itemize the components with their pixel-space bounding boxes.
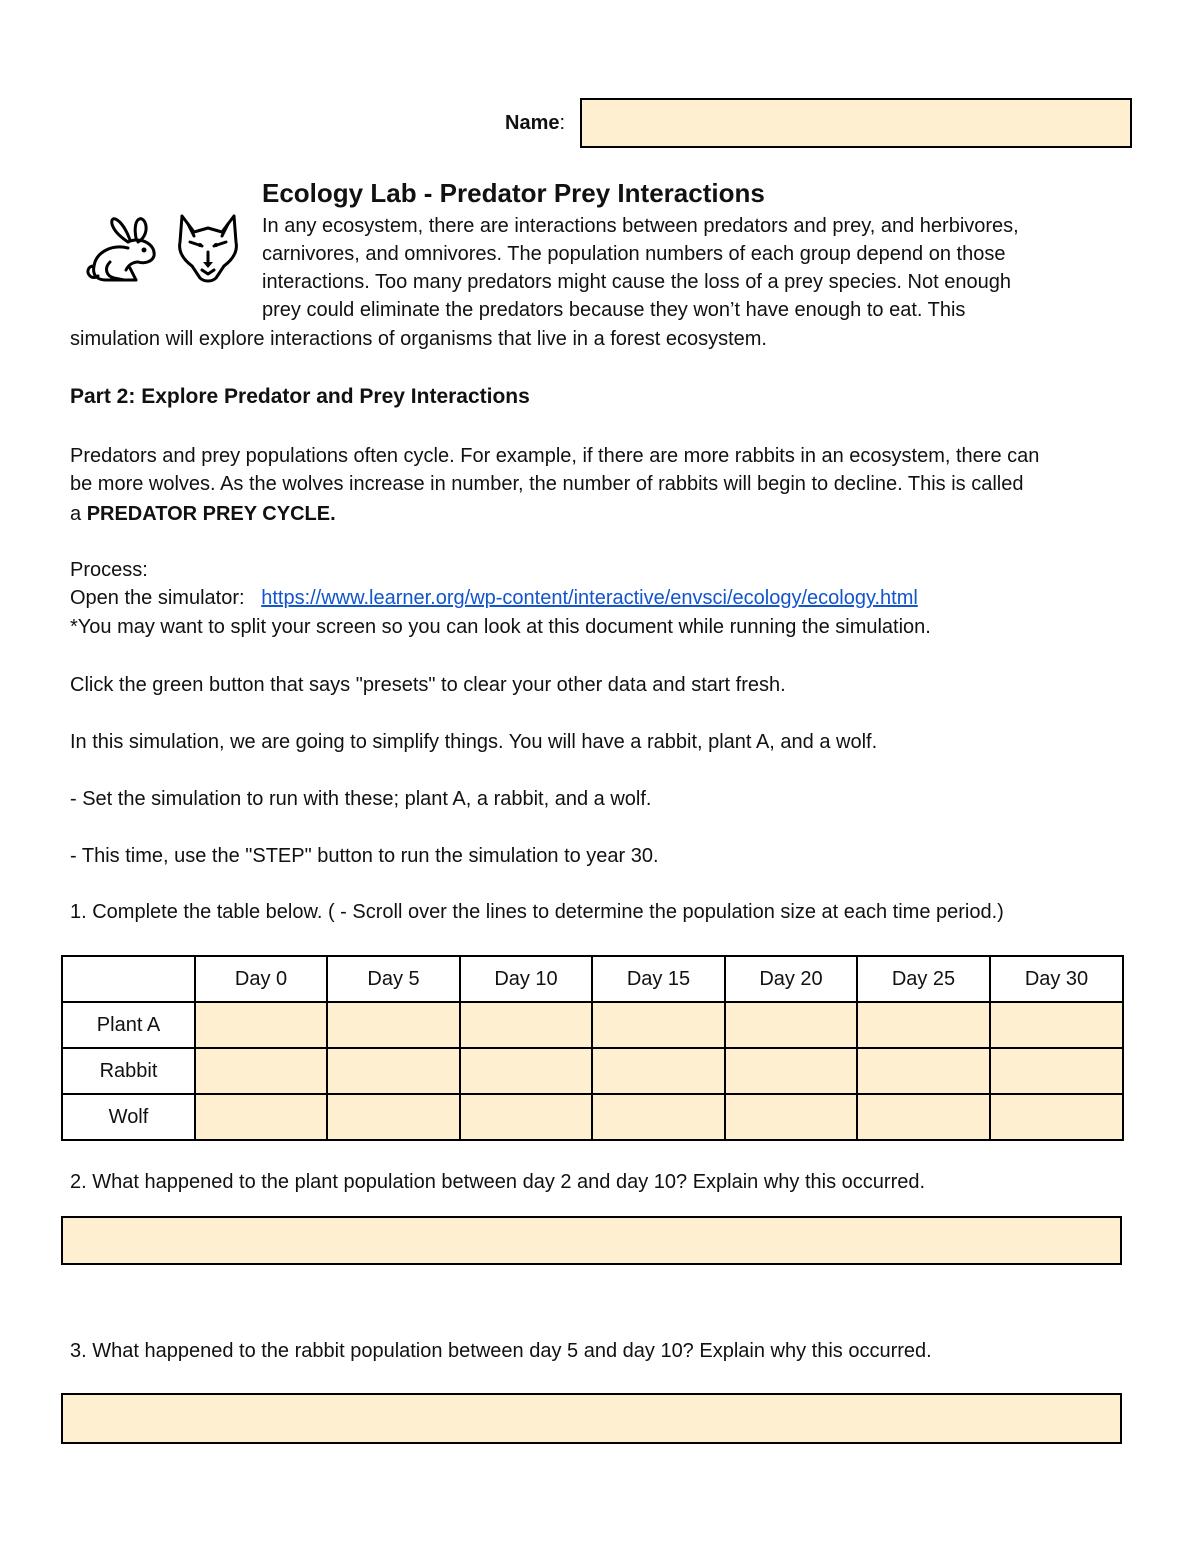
question-3: 3. What happened to the rabbit population between day 5 and day 10? Explain why this occurred. [70, 1340, 932, 1362]
cell-plant-a-day-25[interactable] [857, 1002, 990, 1048]
table-header-day-10: Day 10 [460, 956, 592, 1002]
part2-para-line-2: be more wolves. As the wolves increase in number, the number of rabbits will begin to decline. This is called [70, 473, 1024, 495]
open-simulator-label: Open the simulator: [70, 587, 245, 609]
intro-line-5: simulation will explore interactions of organisms that live in a forest ecosystem. [70, 328, 767, 350]
row-label-plant-a: Plant A [62, 1002, 195, 1048]
question-2: 2. What happened to the plant population between day 2 and day 10? Explain why this occurred. [70, 1171, 926, 1193]
cell-rabbit-day-25[interactable] [857, 1048, 990, 1094]
cell-rabbit-day-30[interactable] [990, 1048, 1123, 1094]
step-run-simulation: - This time, use the "STEP" button to run the simulation to year 30. [70, 845, 659, 867]
cell-plant-a-day-20[interactable] [725, 1002, 857, 1048]
cell-plant-a-day-15[interactable] [592, 1002, 725, 1048]
cell-plant-a-day-0[interactable] [195, 1002, 327, 1048]
name-label [505, 109, 565, 137]
part2-para-line-1: Predators and prey populations often cycle. For example, if there are more rabbits in an ecosystem, there can [70, 445, 1040, 467]
cell-wolf-day-0[interactable] [195, 1094, 327, 1140]
predator-prey-cycle-term: PREDATOR PREY CYCLE. [86, 503, 336, 525]
population-table [61, 955, 1124, 1141]
cell-plant-a-day-5[interactable] [327, 1002, 460, 1048]
cell-rabbit-day-5[interactable] [327, 1048, 460, 1094]
page-title: Ecology Lab - Predator Prey Interactions [262, 178, 765, 208]
cell-rabbit-day-20[interactable] [725, 1048, 857, 1094]
answer-3-field[interactable] [61, 1393, 1122, 1444]
table-header-day-0: Day 0 [195, 956, 327, 1002]
simulator-link[interactable]: https://www.learner.org/wp-content/interactive/envsci/ecology/ecology.html [261, 587, 918, 609]
cell-plant-a-day-10[interactable] [460, 1002, 592, 1048]
step-set-organisms: - Set the simulation to run with these; plant A, a rabbit, and a wolf. [70, 788, 652, 810]
table-header-day-30: Day 30 [990, 956, 1123, 1002]
table-header-day-25: Day 25 [857, 956, 990, 1002]
intro-line-1: In any ecosystem, there are interactions between predators and prey, and herbivores, [262, 215, 1019, 237]
table-header-day-15: Day 15 [592, 956, 725, 1002]
part2-para-line-3 [70, 500, 336, 528]
intro-line-4: prey could eliminate the predators because they won’t have enough to eat. This [262, 299, 966, 321]
open-simulator-line [70, 584, 918, 612]
cell-wolf-day-15[interactable] [592, 1094, 725, 1140]
cell-wolf-day-25[interactable] [857, 1094, 990, 1140]
cell-wolf-day-20[interactable] [725, 1094, 857, 1140]
table-row-plant-a [62, 1002, 1123, 1048]
intro-line-2: carnivores, and omnivores. The population numbers of each group depend on those [262, 243, 1006, 265]
cell-wolf-day-30[interactable] [990, 1094, 1123, 1140]
split-screen-note: *You may want to split your screen so you can look at this document while running the simulation. [70, 616, 931, 638]
part2-heading: Part 2: Explore Predator and Prey Interactions [70, 385, 530, 408]
answer-2-field[interactable] [61, 1216, 1122, 1265]
table-row-rabbit [62, 1048, 1123, 1094]
cell-rabbit-day-0[interactable] [195, 1048, 327, 1094]
table-header-day-20: Day 20 [725, 956, 857, 1002]
rabbit-icon [82, 210, 162, 284]
simplify-note: In this simulation, we are going to simplify things. You will have a rabbit, plant A, and a wolf. [70, 731, 878, 753]
presets-note: Click the green button that says "presets" to clear your other data and start fresh. [70, 674, 786, 696]
question-1: 1. Complete the table below. ( - Scroll over the lines to determine the population size at each time period.) [70, 901, 1004, 923]
intro-line-3: interactions. Too many predators might cause the loss of a prey species. Not enough [262, 271, 1011, 293]
table-header-row [62, 956, 1123, 1002]
name-label-colon: : [559, 112, 566, 134]
table-header-day-5: Day 5 [327, 956, 460, 1002]
row-label-wolf: Wolf [62, 1094, 195, 1140]
process-label: Process: [70, 559, 148, 581]
table-row-wolf [62, 1094, 1123, 1140]
part2-para-prefix: a [70, 503, 87, 525]
cell-wolf-day-5[interactable] [327, 1094, 460, 1140]
name-field[interactable] [580, 98, 1132, 148]
cell-plant-a-day-30[interactable] [990, 1002, 1123, 1048]
cell-wolf-day-10[interactable] [460, 1094, 592, 1140]
cell-rabbit-day-10[interactable] [460, 1048, 592, 1094]
wolf-icon [176, 212, 240, 284]
cell-rabbit-day-15[interactable] [592, 1048, 725, 1094]
name-label-text: Name [505, 112, 560, 134]
row-label-rabbit: Rabbit [62, 1048, 195, 1094]
table-header-corner [62, 956, 195, 1002]
